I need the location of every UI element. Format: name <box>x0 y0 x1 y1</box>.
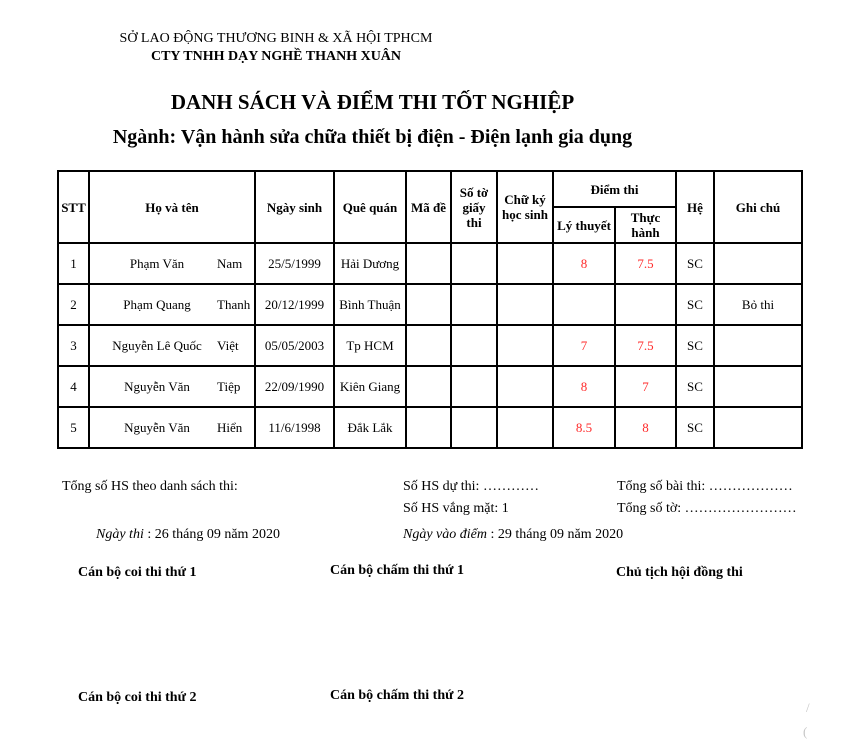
cell-stt: 5 <box>58 407 89 448</box>
cell-hometown: Kiên Giang <box>334 366 406 407</box>
cell-signature <box>497 407 553 448</box>
col-header-sheet-count: Số tờ giấy thi <box>451 171 497 243</box>
cell-exam-code <box>406 366 451 407</box>
cell-practice-score: 7.5 <box>615 243 676 284</box>
table-row <box>58 284 802 325</box>
total-listed-label: Tổng số HS theo danh sách thi: <box>62 479 238 494</box>
cell-system: SC <box>676 243 714 284</box>
cell-signature <box>497 366 553 407</box>
exam-date-label: Ngày thi <box>96 527 144 542</box>
cell-exam-code <box>406 243 451 284</box>
name-given: Tiệp <box>217 378 241 394</box>
col-header-hometown: Quê quán <box>334 171 406 243</box>
entry-date-line <box>403 527 623 543</box>
signature-proctor-2: Cán bộ coi thi thứ 2 <box>78 690 197 705</box>
cell-sheet-count <box>451 243 497 284</box>
cell-theory-score: 8 <box>553 366 615 407</box>
cell-sheet-count <box>451 366 497 407</box>
table-row <box>58 325 802 366</box>
name-family: Nguyễn Lê Quốc <box>112 337 202 353</box>
cell-hometown: Tp HCM <box>334 325 406 366</box>
col-header-note: Ghi chú <box>714 171 802 243</box>
name-given: Việt <box>217 337 239 353</box>
cell-note <box>714 366 802 407</box>
company-name: CTY TNHH DẠY NGHỀ THANH XUÂN <box>150 49 402 64</box>
page-subtitle: Ngành: Vận hành sửa chữa thiết bị điện - Điện lạnh gia dụng <box>112 126 633 148</box>
col-header-scores: Điểm thi <box>553 171 676 207</box>
name-family: Nguyễn Văn <box>124 419 190 435</box>
cell-system: SC <box>676 407 714 448</box>
attended-label: Số HS dự thi: ………… <box>403 479 539 494</box>
cell-dob: 11/6/1998 <box>255 407 334 448</box>
total-sheets-label: Tổng số tờ: …………………… <box>617 501 797 516</box>
cell-dob: 20/12/1999 <box>255 284 334 325</box>
signature-grader-2: Cán bộ chấm thi thứ 2 <box>330 688 465 703</box>
cell-hometown: Hải Dương <box>334 243 406 284</box>
cell-theory-score: 8.5 <box>553 407 615 448</box>
col-header-name: Họ và tên <box>89 171 255 243</box>
name-given: Hiển <box>217 419 243 435</box>
cell-system: SC <box>676 325 714 366</box>
edge-fragment-2: ( <box>803 724 808 739</box>
score-table <box>57 170 803 449</box>
cell-signature <box>497 325 553 366</box>
org-header <box>0 30 552 66</box>
cell-note <box>714 407 802 448</box>
col-header-dob: Ngày sinh <box>255 171 334 243</box>
entry-date-label: Ngày vào điểm <box>403 527 487 542</box>
cell-name <box>89 243 255 284</box>
cell-practice-score: 7.5 <box>615 325 676 366</box>
entry-date-value: : 29 tháng 09 năm 2020 <box>490 527 624 542</box>
col-header-exam-code: Mã đề <box>406 171 451 243</box>
cell-name <box>89 407 255 448</box>
cell-system: SC <box>676 284 714 325</box>
signature-proctor-1: Cán bộ coi thi thứ 1 <box>78 565 197 580</box>
cell-name <box>89 325 255 366</box>
col-header-signature: Chữ ký học sinh <box>497 171 553 243</box>
cell-system: SC <box>676 366 714 407</box>
cell-practice-score <box>615 284 676 325</box>
cell-signature <box>497 284 553 325</box>
cell-theory-score: 8 <box>553 243 615 284</box>
cell-note <box>714 243 802 284</box>
org-name: SỞ LAO ĐỘNG THƯƠNG BINH & XÃ HỘI TPHCM <box>119 31 433 46</box>
page-title: DANH SÁCH VÀ ĐIỂM THI TỐT NGHIỆP <box>170 90 575 114</box>
cell-signature <box>497 243 553 284</box>
name-given: Nam <box>217 255 243 271</box>
cell-hometown: Bình Thuận <box>334 284 406 325</box>
cell-sheet-count <box>451 284 497 325</box>
cell-hometown: Đắk Lắk <box>334 407 406 448</box>
exam-date-line <box>96 527 280 543</box>
col-header-stt: STT <box>58 171 89 243</box>
name-family: Phạm Quang <box>123 296 191 312</box>
edge-fragment-1: / <box>806 700 810 715</box>
cell-stt: 2 <box>58 284 89 325</box>
table-row <box>58 407 802 448</box>
cell-sheet-count <box>451 325 497 366</box>
cell-dob: 25/5/1999 <box>255 243 334 284</box>
col-header-practice: Thực hành <box>615 207 676 243</box>
signature-chairman: Chủ tịch hội đồng thi <box>616 565 743 580</box>
table-row <box>58 366 802 407</box>
cell-note <box>714 325 802 366</box>
col-header-system: Hệ <box>676 171 714 243</box>
cell-stt: 3 <box>58 325 89 366</box>
col-header-theory: Lý thuyết <box>553 207 615 243</box>
cell-exam-code <box>406 325 451 366</box>
cell-exam-code <box>406 407 451 448</box>
name-given: Thanh <box>217 296 251 312</box>
absent-label: Số HS vắng mặt: 1 <box>403 501 509 516</box>
cell-name <box>89 366 255 407</box>
cell-stt: 1 <box>58 243 89 284</box>
cell-dob: 22/09/1990 <box>255 366 334 407</box>
cell-theory-score <box>553 284 615 325</box>
cell-note: Bỏ thi <box>714 284 802 325</box>
cell-sheet-count <box>451 407 497 448</box>
cell-stt: 4 <box>58 366 89 407</box>
exam-date-value: : 26 tháng 09 năm 2020 <box>147 527 280 542</box>
table-row <box>58 243 802 284</box>
cell-exam-code <box>406 284 451 325</box>
total-exams-label: Tổng số bài thi: ……………… <box>617 479 793 494</box>
cell-dob: 05/05/2003 <box>255 325 334 366</box>
name-family: Nguyễn Văn <box>124 378 190 394</box>
name-family: Phạm Văn <box>129 255 185 271</box>
signature-grader-1: Cán bộ chấm thi thứ 1 <box>330 563 465 578</box>
cell-practice-score: 8 <box>615 407 676 448</box>
cell-theory-score: 7 <box>553 325 615 366</box>
cell-practice-score: 7 <box>615 366 676 407</box>
cell-name <box>89 284 255 325</box>
